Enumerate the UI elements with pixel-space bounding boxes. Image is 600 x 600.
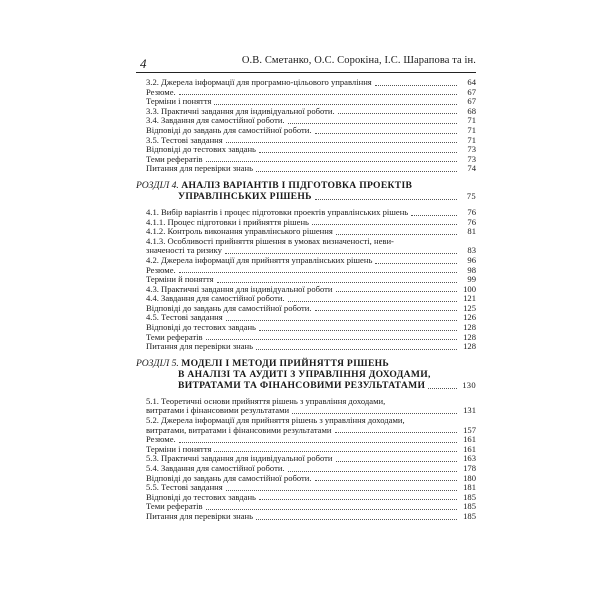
toc-entry-page: 128	[463, 341, 476, 352]
toc-entry-page: 99	[467, 274, 476, 285]
leader-dots	[179, 93, 457, 95]
chapter4-title-line2: УПРАВЛІНСЬКИХ РІШЕНЬ	[178, 190, 312, 202]
leader-dots	[288, 300, 457, 302]
toc-entry-page: 71	[467, 134, 476, 145]
leader-dots	[338, 112, 457, 114]
toc-entry	[136, 78, 476, 88]
toc-entry-title: Резюме.	[146, 434, 176, 445]
toc-entry-title: 5.2. Джерела інформації для прийняття рішень з управління доходами,	[146, 415, 405, 426]
toc-entry-page: 74	[467, 163, 476, 174]
toc-entry-page: 163	[463, 453, 476, 464]
chapter4-label: РОЗДІЛ 4.	[136, 179, 179, 191]
chapter5-heading	[136, 358, 476, 391]
toc-entry-title: Резюме.	[146, 86, 176, 97]
chapter5-title-line2: В АНАЛІЗІ ТА АУДИТІ З УПРАВЛІННЯ ДОХОДАМИ,	[178, 368, 431, 380]
toc-entry-page: 185	[463, 491, 476, 502]
toc-entry-page: 64	[467, 77, 476, 87]
chapter5-title-line1: МОДЕЛІ І МЕТОДИ ПРИЙНЯТТЯ РІШЕНЬ	[181, 357, 390, 369]
toc-entry-title: 4.1.3. Особливості прийняття рішення в умовах визначеності, неви-	[146, 235, 394, 246]
toc-entry	[136, 426, 476, 436]
leader-dots	[312, 223, 457, 225]
toc-entry-page: 73	[467, 144, 476, 155]
chapter5-page: 130	[462, 379, 476, 390]
toc-entry-page: 126	[463, 312, 476, 323]
chapter3-entries	[136, 78, 476, 174]
toc-entry-page: 73	[467, 153, 476, 164]
header-rule	[136, 72, 476, 73]
leader-dots	[206, 508, 457, 510]
toc-entry-page: 157	[463, 424, 476, 435]
leader-dots	[315, 479, 457, 481]
toc-entry-title: Відповіді до тестових завдань	[146, 322, 256, 333]
toc-entry-title: Терміни і поняття	[146, 96, 212, 107]
leader-dots	[217, 281, 457, 283]
leader-dots	[411, 214, 457, 216]
toc-entry-title: Питання для перевірки знань	[146, 163, 254, 174]
toc-entry-page: 71	[467, 124, 476, 135]
toc-entry-page: 178	[463, 463, 476, 473]
toc-entry-page: 185	[463, 501, 476, 512]
toc-entry-title: витратами і фінансовими результатами	[146, 405, 290, 416]
toc-entry-title: Відповіді до тестових завдань	[146, 144, 256, 155]
toc-entry-title: Теми рефератів	[146, 331, 203, 342]
toc-entry	[136, 342, 476, 352]
chapter5-entries	[136, 397, 476, 522]
running-header-authors: О.В. Сметанко, О.С. Сорокіна, І.С. Шарапова та ін.	[241, 55, 476, 66]
toc-entry-page: 185	[463, 510, 476, 521]
leader-dots	[179, 271, 457, 273]
toc-entry-page: 161	[463, 434, 476, 445]
chapter4-title-line1: АНАЛІЗ ВАРІАНТІВ І ПІДГОТОВКА ПРОЕКТІВ	[181, 179, 413, 191]
leader-dots	[335, 431, 457, 433]
toc-entry-title: 4.2. Джерела інформації для прийняття управлінських рішень	[146, 254, 373, 265]
leader-dots	[375, 262, 457, 264]
leader-dots	[336, 233, 457, 235]
toc-entry-page: 96	[467, 254, 476, 265]
toc-entry-title: 3.5. Тестові завдання	[146, 134, 223, 145]
toc-entry-page: 83	[467, 245, 476, 256]
chapter5-title-line3: ВИТРАТАМИ ТА ФІНАНСОВИМИ РЕЗУЛЬТАТАМИ	[178, 379, 426, 391]
toc-entry-title: 4.3. Практичні завдання для індивідуальної роботи	[146, 283, 333, 294]
toc-entry-title: витратами, витратами і фінансовими результатами	[146, 424, 332, 435]
toc-entry-page: 81	[467, 226, 476, 237]
toc-entry-title: 4.4. Завдання для самостійної роботи.	[146, 293, 285, 304]
chapter5-label: РОЗДІЛ 5.	[136, 357, 179, 369]
toc-entry-page: 128	[463, 322, 476, 333]
toc-entry-title: 3.3. Практичні завдання для індивідуальної роботи.	[146, 105, 335, 116]
toc-entry-title: 4.1.1. Процес підготовки і прийняття рішень	[146, 216, 309, 227]
toc-entry-title: Питання для перевірки знань	[146, 341, 254, 352]
leader-dots	[179, 441, 457, 443]
leader-dots	[315, 198, 457, 200]
toc-entry-title: 3.4. Завдання для самостійної роботи.	[146, 115, 285, 126]
leader-dots	[226, 319, 457, 321]
toc-entry-title: 4.1.2. Контроль виконання управлінського рішення	[146, 226, 333, 237]
toc-entry-page: 180	[463, 472, 476, 483]
chapter4-page: 75	[466, 190, 476, 201]
leader-dots	[375, 84, 457, 86]
toc-entry-title: 4.1. Вибір варіантів і процес підготовки проектів управлінських рішень	[146, 206, 409, 217]
toc-entry-page: 100	[463, 283, 476, 294]
toc-entry-title: значеності та ризику	[146, 245, 222, 256]
toc-entry-title: Відповіді до завдань для самостійної роботи.	[146, 302, 312, 313]
toc-entry-title: Питання для перевірки знань	[146, 510, 254, 521]
toc-entry-title: Теми рефератів	[146, 153, 203, 164]
toc-entry	[136, 256, 476, 266]
toc-entry-title: 5.4. Завдання для самостійної роботи.	[146, 463, 285, 473]
toc-entry-page: 67	[467, 86, 476, 97]
leader-dots	[292, 412, 457, 414]
chapter4-entries	[136, 208, 476, 352]
leader-dots	[288, 470, 457, 472]
toc-entry-title: Теми рефератів	[146, 501, 203, 512]
toc-entry-title: 5.3. Практичні завдання для індивідуальної роботи	[146, 453, 333, 464]
leader-dots	[288, 122, 457, 124]
toc-entry-title: Відповіді до тестових завдань	[146, 491, 256, 502]
toc-entry-title: Терміни й поняття	[146, 274, 214, 285]
leader-dots	[259, 498, 457, 500]
toc-entry-page: 76	[467, 216, 476, 227]
table-of-contents	[136, 78, 476, 522]
toc-entry-title: Резюме.	[146, 264, 176, 275]
leader-dots	[259, 329, 457, 331]
leader-dots	[214, 450, 457, 452]
leader-dots	[315, 309, 457, 311]
leader-dots	[226, 489, 457, 491]
leader-dots	[259, 151, 457, 153]
toc-entry	[136, 164, 476, 174]
page-number: 4	[140, 56, 147, 71]
toc-entry-page: 131	[463, 405, 476, 416]
toc-entry-page: 71	[467, 115, 476, 126]
leader-dots	[428, 387, 457, 389]
toc-entry-page: 98	[467, 264, 476, 275]
toc-entry-page: 128	[463, 331, 476, 342]
toc-entry-title: Терміни і поняття	[146, 443, 212, 454]
leader-dots	[225, 252, 457, 254]
toc-entry-title: 4.5. Тестові завдання	[146, 312, 223, 323]
toc-entry-page: 181	[463, 482, 476, 493]
toc-entry-title: Відповіді до завдань для самостійної роботи.	[146, 472, 312, 483]
leader-dots	[256, 170, 457, 172]
toc-entry-page: 68	[467, 105, 476, 116]
toc-entry	[136, 512, 476, 522]
chapter4-heading	[136, 180, 476, 202]
leader-dots	[336, 290, 457, 292]
toc-entry-title: 5.5. Тестові завдання	[146, 482, 223, 493]
toc-entry-page: 161	[463, 443, 476, 454]
toc-entry-title: 5.1. Теоретичні основи прийняття рішень з управління доходами,	[146, 395, 386, 406]
leader-dots	[256, 348, 457, 350]
leader-dots	[315, 132, 457, 134]
leader-dots	[336, 460, 457, 462]
toc-entry-page: 125	[463, 302, 476, 313]
toc-entry-page: 121	[463, 293, 476, 304]
leader-dots	[226, 141, 457, 143]
leader-dots	[206, 160, 457, 162]
leader-dots	[214, 103, 457, 105]
toc-entry-title: Відповіді до завдань для самостійної роботи.	[146, 124, 312, 135]
leader-dots	[256, 518, 457, 520]
toc-entry-page: 67	[467, 96, 476, 107]
leader-dots	[206, 338, 457, 340]
toc-entry-title: 3.2. Джерела інформації для програмно-цільового управління	[146, 77, 372, 87]
toc-entry-page: 76	[467, 206, 476, 217]
